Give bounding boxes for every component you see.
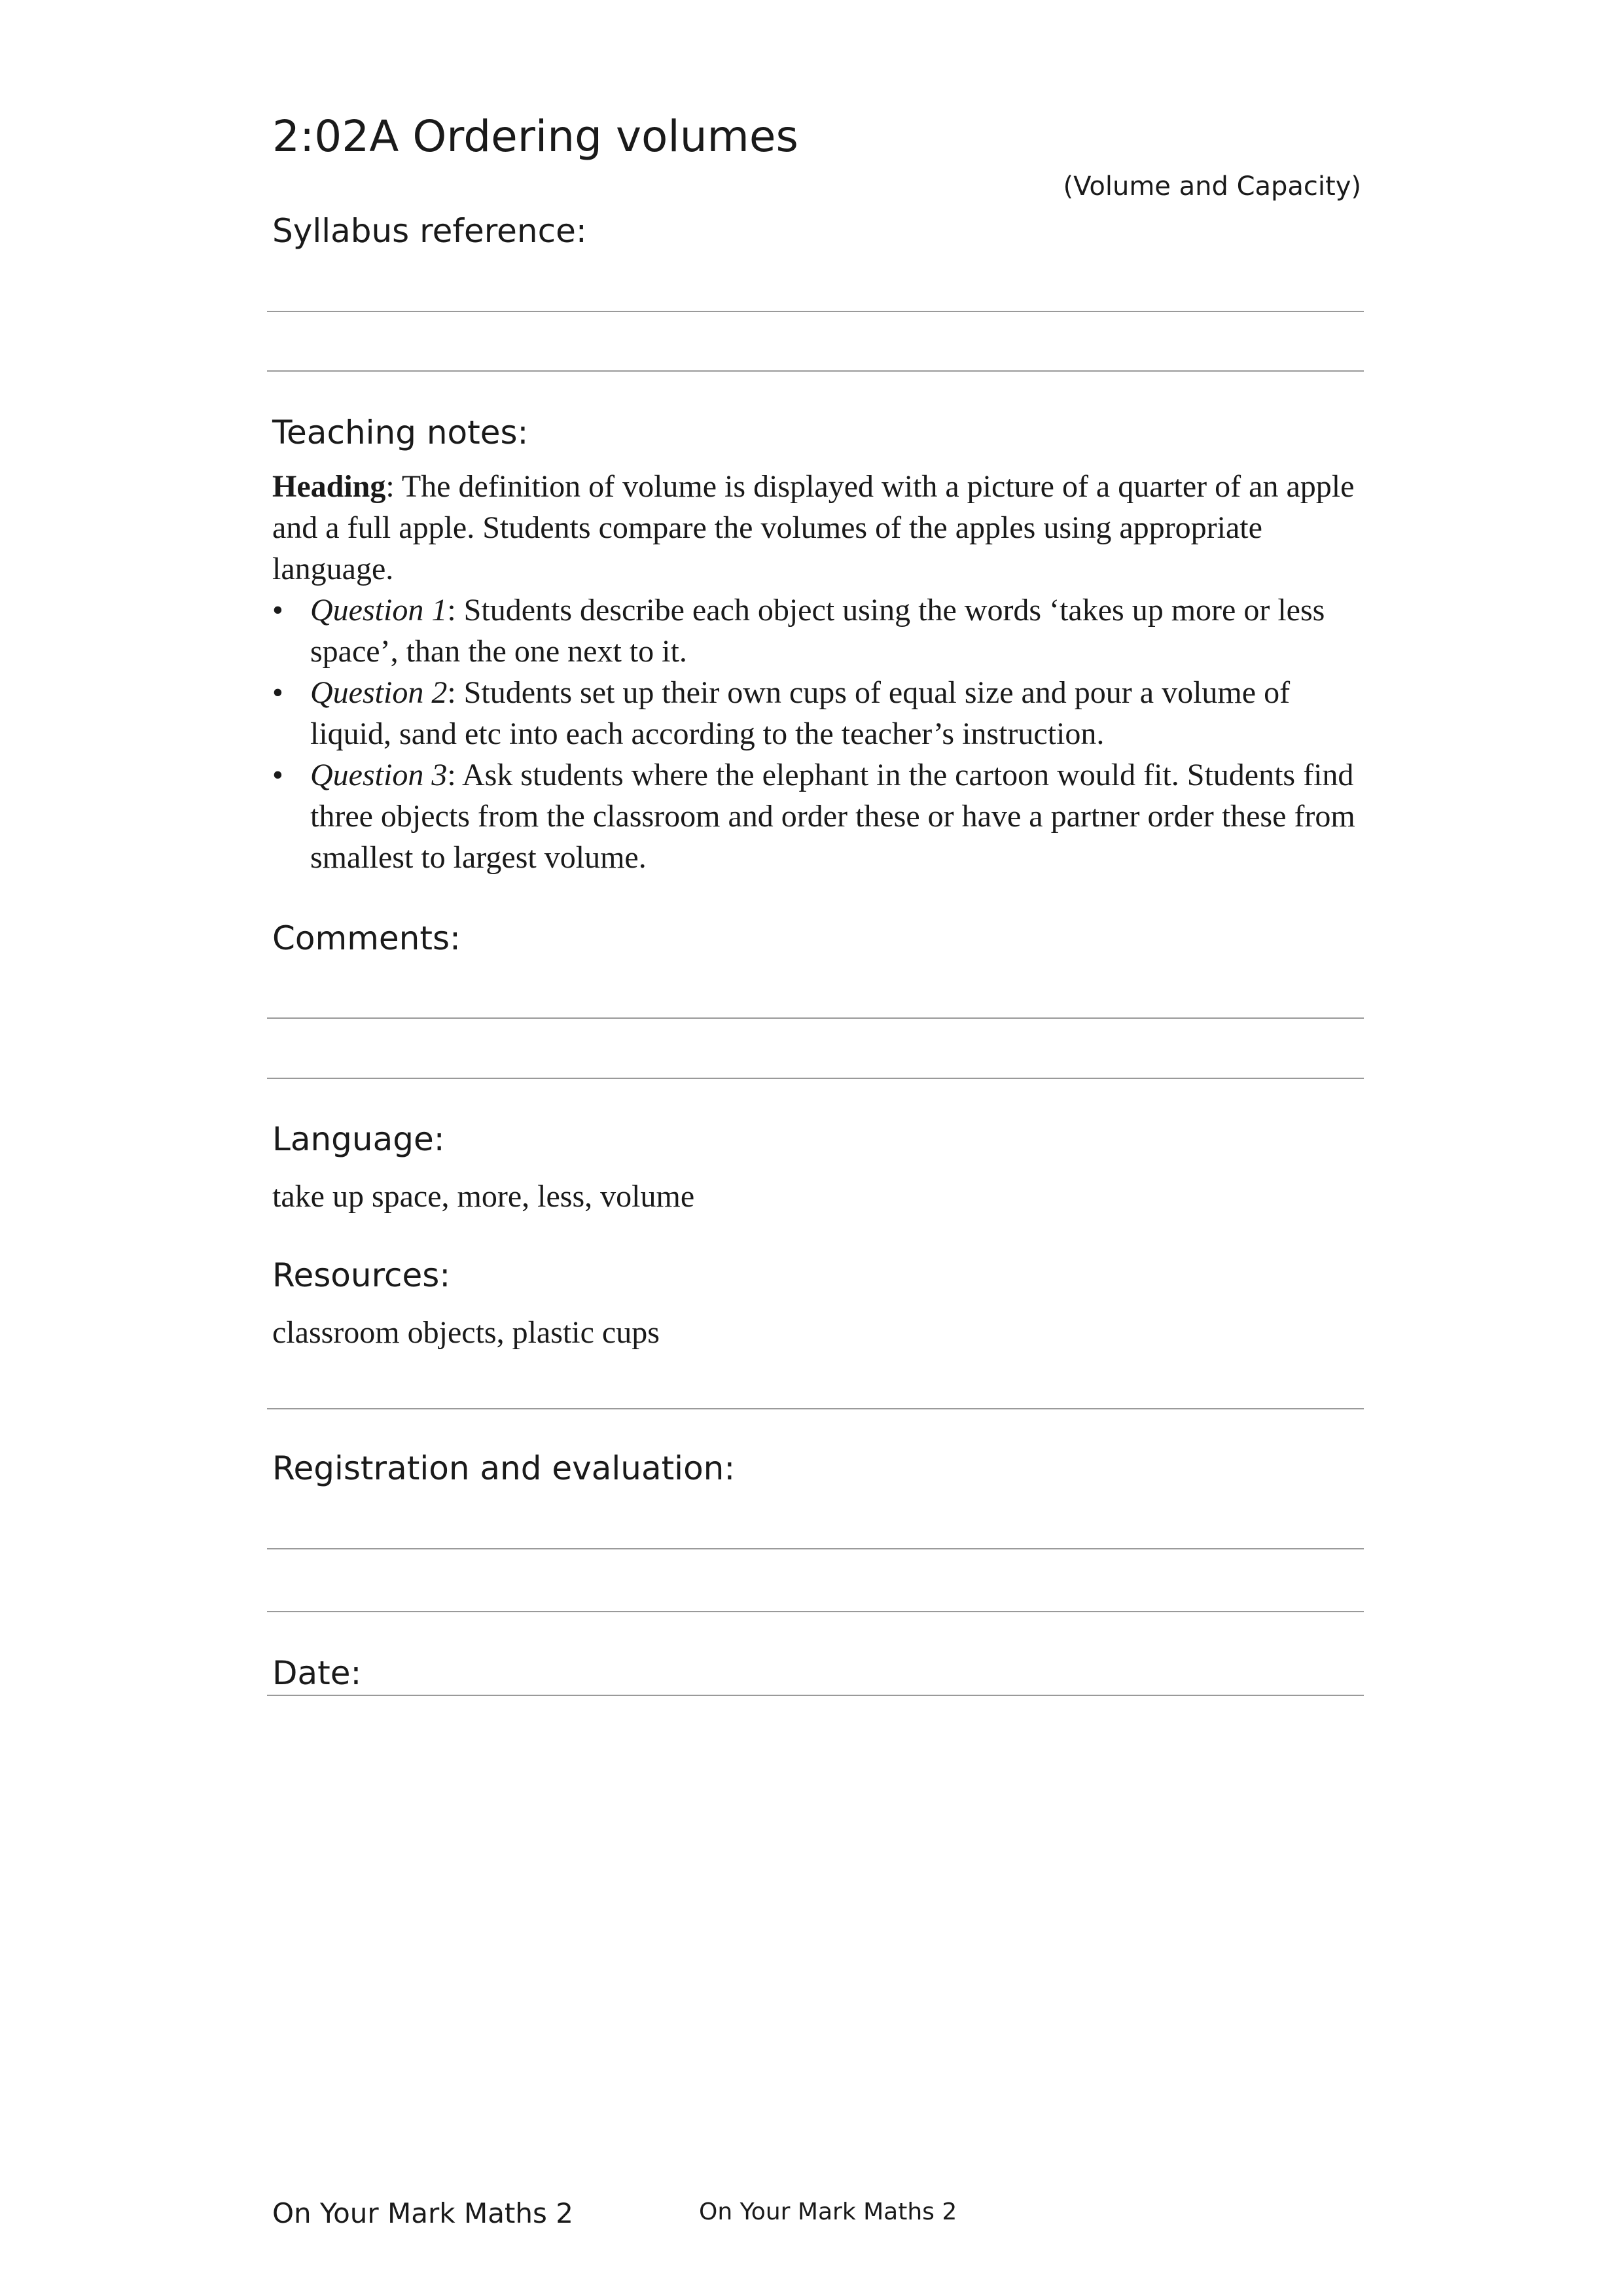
heading-note-bold: Heading — [272, 469, 386, 504]
list-item — [272, 672, 1359, 754]
language-label: Language: — [272, 1120, 445, 1158]
resources-label: Resources: — [272, 1256, 451, 1294]
question-text: : Students set up their own cups of equal size and pour a volume of liquid, sand etc into each according to the teacher’s instruction. — [310, 675, 1291, 751]
registration-label: Registration and evaluation: — [272, 1449, 736, 1487]
bullet-icon: • — [272, 675, 283, 710]
heading-note — [272, 466, 1359, 590]
syllabus-reference-label: Syllabus reference: — [272, 212, 587, 250]
bullet-icon: • — [272, 593, 283, 627]
registration-line-1 — [267, 1548, 1364, 1549]
topic-label: (Volume and Capacity) — [1063, 171, 1361, 202]
bullet-icon: • — [272, 758, 283, 792]
list-item — [272, 590, 1359, 672]
question-label: Question 1 — [310, 593, 448, 627]
comments-label: Comments: — [272, 919, 461, 957]
footer-left: On Your Mark Maths 2 — [272, 2197, 573, 2229]
page-title: 2:02A Ordering volumes — [272, 111, 798, 162]
question-text: : Students describe each object using the words ‘takes up more or less space’, than the one next to it. — [310, 593, 1325, 669]
syllabus-line-2 — [267, 370, 1364, 372]
syllabus-line-1 — [267, 311, 1364, 312]
footer-center: On Your Mark Maths 2 — [699, 2199, 957, 2225]
resources-line — [267, 1408, 1364, 1409]
date-label: Date: — [272, 1654, 362, 1692]
comments-line-1 — [267, 1017, 1364, 1019]
question-label: Question 2 — [310, 675, 448, 710]
question-list — [272, 590, 1359, 878]
date-line — [267, 1695, 1364, 1696]
language-text: take up space, more, less, volume — [272, 1179, 695, 1214]
question-label: Question 3 — [310, 758, 448, 792]
resources-text: classroom objects, plastic cups — [272, 1315, 660, 1350]
teaching-notes-body — [272, 466, 1359, 878]
heading-note-text: : The definition of volume is displayed with a picture of a quarter of an apple and a full apple. Students compare the volumes of the apples using appropriate language. — [272, 469, 1355, 586]
list-item — [272, 754, 1359, 878]
teaching-notes-label: Teaching notes: — [272, 414, 529, 451]
registration-line-2 — [267, 1611, 1364, 1612]
comments-line-2 — [267, 1078, 1364, 1079]
question-text: : Ask students where the elephant in the cartoon would fit. Students find three objects from the classroom and order these or have a partner order these from smallest to largest volume. — [310, 758, 1355, 875]
